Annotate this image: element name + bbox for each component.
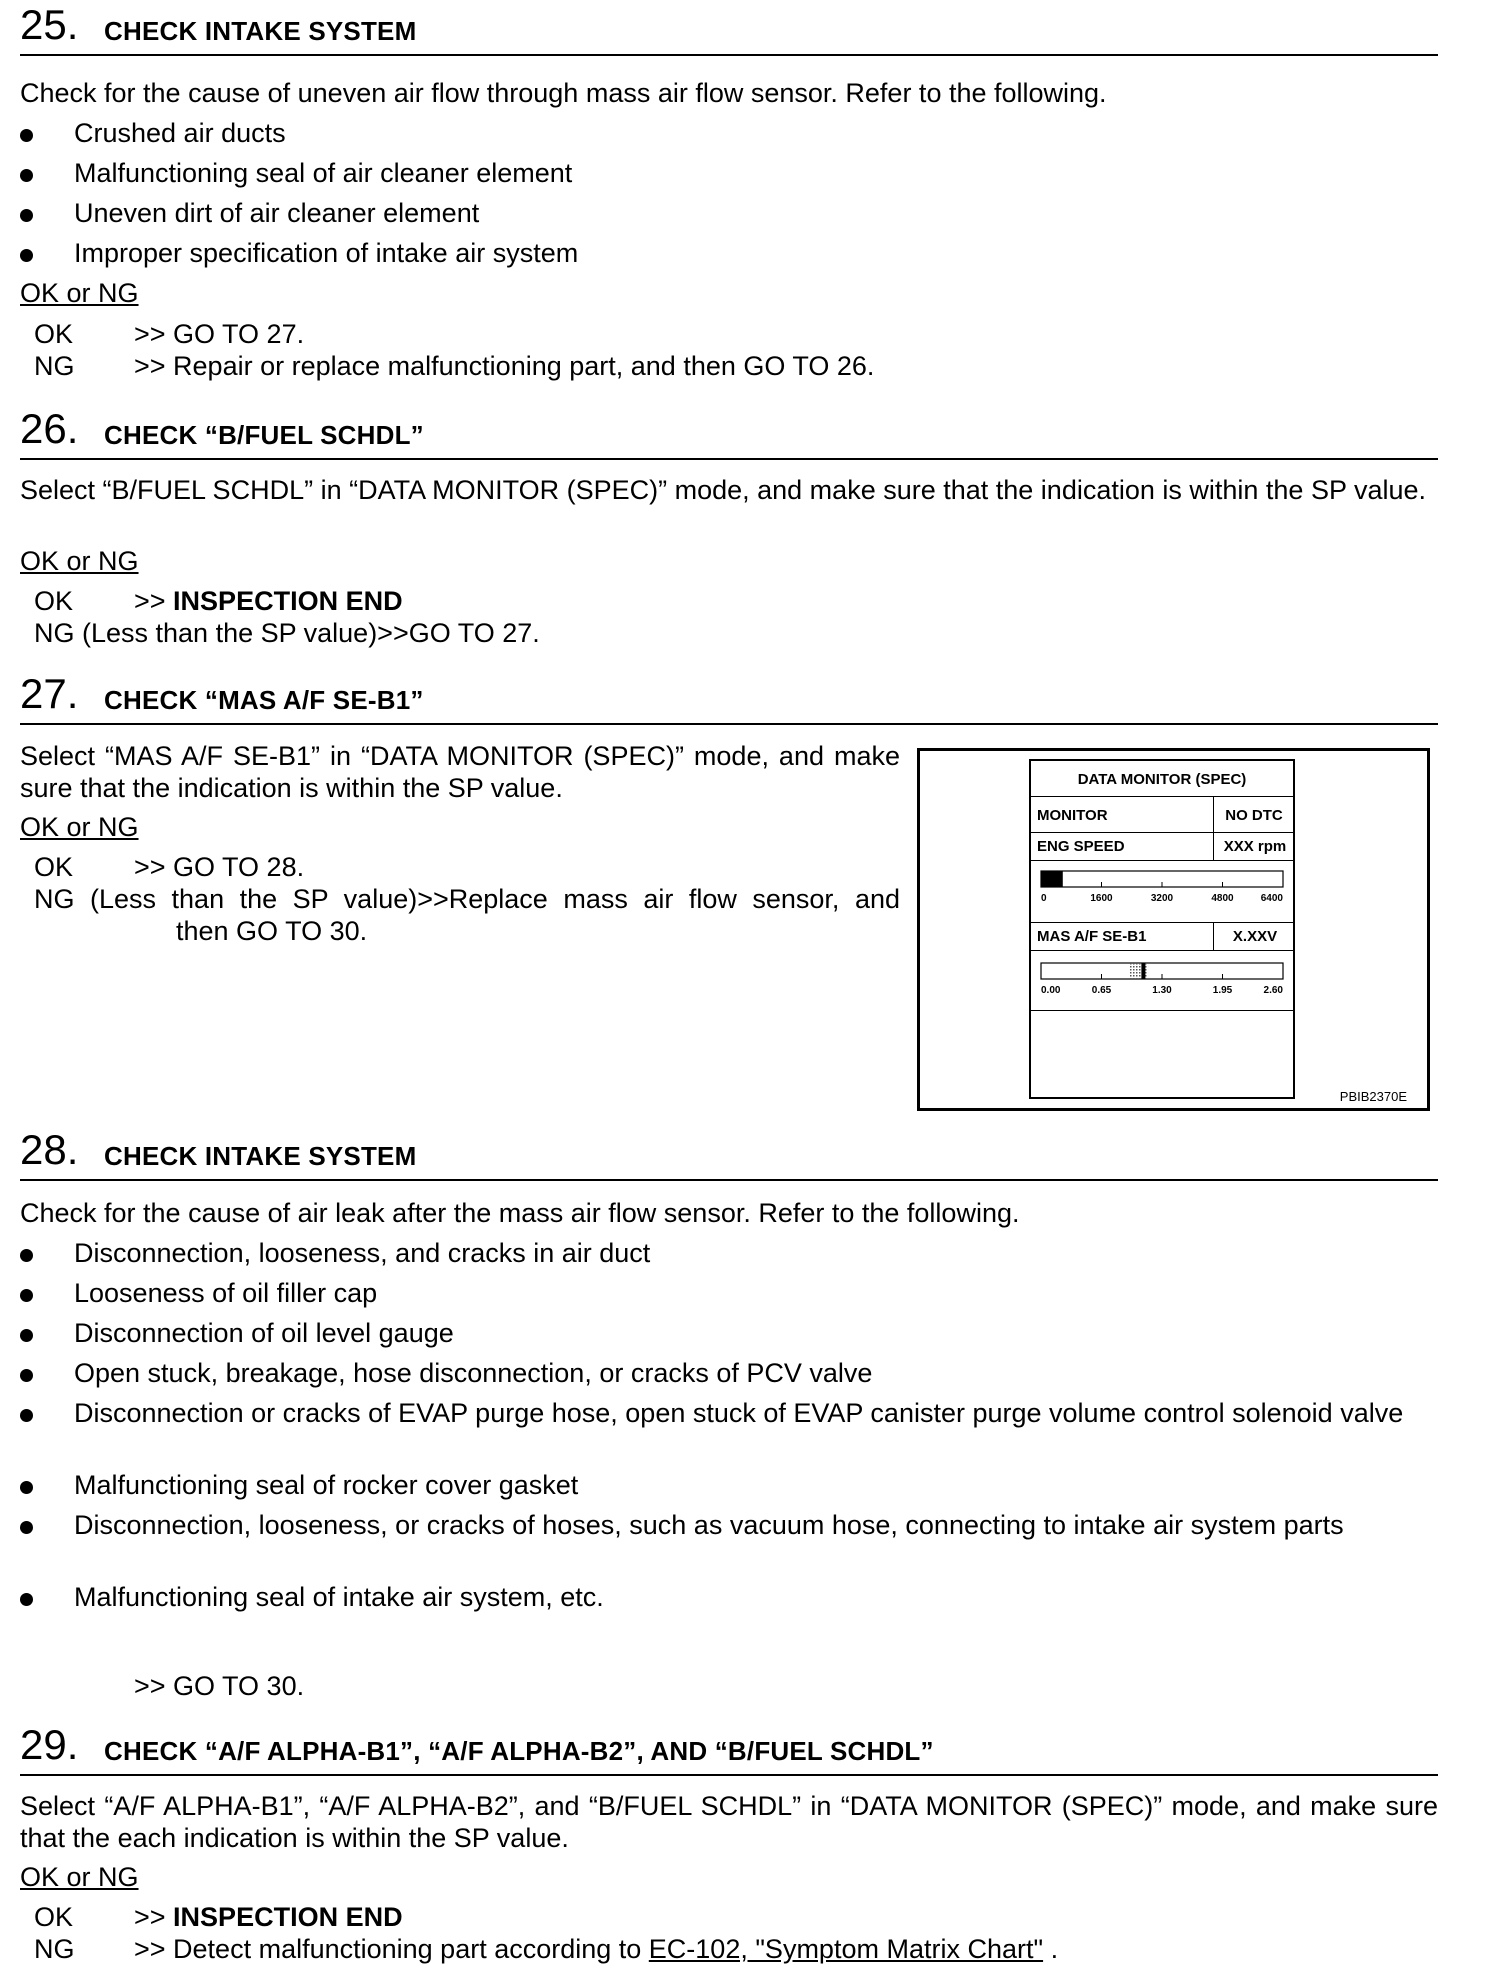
eng-speed-label: ENG SPEED bbox=[1037, 838, 1125, 855]
eng-speed-gauge-row bbox=[1031, 861, 1293, 923]
bullet-icon bbox=[20, 249, 33, 262]
step-title: CHECK INTAKE SYSTEM bbox=[104, 1141, 417, 1171]
bullet-icon bbox=[20, 1521, 33, 1534]
screen-title: DATA MONITOR (SPEC) bbox=[1077, 771, 1247, 788]
step-29-header bbox=[20, 1721, 1438, 1776]
step-25-header bbox=[20, 1, 1438, 56]
monitor-row bbox=[1031, 797, 1293, 833]
bullet-icon bbox=[20, 1249, 33, 1262]
gauge-tick-label: 4800 bbox=[1211, 893, 1234, 904]
bullet-icon bbox=[20, 1409, 33, 1422]
ok-or-ng-label: OK or NG bbox=[20, 1862, 139, 1892]
result-value: >> Repair or replace malfunctioning part, and then GO TO 26. bbox=[134, 351, 875, 381]
step-25-intro: Check for the cause of uneven air flow through mass air flow sensor. Refer to the following. bbox=[20, 78, 1107, 108]
gauge-tick-label: 1.30 bbox=[1152, 985, 1172, 996]
gauge-tick-label: 0.65 bbox=[1091, 985, 1112, 996]
gauge-indicator bbox=[1141, 963, 1145, 979]
result-key: OK bbox=[34, 852, 74, 882]
bullet-icon bbox=[20, 1481, 33, 1494]
eng-speed-gauge bbox=[1031, 861, 1293, 921]
gauge-fill bbox=[1041, 871, 1063, 887]
screen-title-row bbox=[1031, 761, 1293, 797]
result-key: OK bbox=[34, 586, 74, 616]
gauge-tick-label: 1600 bbox=[1090, 893, 1113, 904]
bullet-icon bbox=[20, 1369, 33, 1382]
gauge-tick-label: 0 bbox=[1041, 893, 1047, 904]
ok-or-ng-label: OK or NG bbox=[20, 812, 139, 842]
step-27-header bbox=[20, 670, 1438, 725]
step-29-intro: Select “A/F ALPHA-B1”, “A/F ALPHA-B2”, and “B/FUEL SCHDL” in “DATA MONITOR (SPEC)” mode, and make sure that the each indication is within the SP value. bbox=[20, 1791, 1438, 1853]
step-title: CHECK INTAKE SYSTEM bbox=[104, 16, 417, 46]
gauge-tick-label: 0.00 bbox=[1041, 985, 1061, 996]
step-26-intro: Select “B/FUEL SCHDL” in “DATA MONITOR (SPEC)” mode, and make sure that the indication is within the SP value. bbox=[20, 475, 1427, 505]
step-number: 26. bbox=[20, 405, 79, 452]
bullet-icon bbox=[20, 1289, 33, 1302]
bullet-icon bbox=[20, 169, 33, 182]
result-value: >> GO TO 28. bbox=[134, 852, 305, 882]
result-value: >> GO TO 30. bbox=[134, 1671, 305, 1701]
step-26-header bbox=[20, 405, 1438, 460]
data-monitor-screen bbox=[1029, 759, 1295, 1099]
maf-label: MAS A/F SE-B1 bbox=[1037, 928, 1147, 945]
step-28-intro: Check for the cause of air leak after the mass air flow sensor. Refer to the following. bbox=[20, 1198, 1020, 1228]
result-value: >> INSPECTION END bbox=[134, 586, 403, 616]
step-number: 27. bbox=[20, 670, 79, 717]
result-value: >> GO TO 27. bbox=[134, 319, 305, 349]
ok-or-ng-label: OK or NG bbox=[20, 278, 139, 308]
bullet-icon bbox=[20, 129, 33, 142]
bullet-icon bbox=[20, 209, 33, 222]
result-key: NG bbox=[34, 351, 75, 381]
gauge-tick-label: 1.95 bbox=[1212, 985, 1233, 996]
step-27-intro: Select “MAS A/F SE-B1” in “DATA MONITOR (SPEC)” mode, and make sure that the indication is within the SP value. bbox=[20, 741, 900, 803]
monitor-value: NO DTC bbox=[1225, 807, 1283, 824]
step-title: CHECK “A/F ALPHA-B1”, “A/F ALPHA-B2”, AND “B/FUEL SCHDL” bbox=[104, 1736, 934, 1766]
ok-or-ng-label: OK or NG bbox=[20, 546, 139, 576]
maf-row bbox=[1031, 923, 1293, 951]
result-ng-line: NG (Less than the SP value)>>GO TO 27. bbox=[34, 618, 540, 648]
result-key: NG bbox=[34, 1934, 75, 1964]
result-key: OK bbox=[34, 319, 74, 349]
step-title: CHECK “MAS A/F SE-B1” bbox=[104, 685, 424, 715]
bullet-icon bbox=[20, 1329, 33, 1342]
eng-speed-value: XXX rpm bbox=[1223, 838, 1287, 855]
gauge-tick-label: 3200 bbox=[1150, 893, 1174, 904]
figure-id: PBIB2370E bbox=[1339, 1089, 1407, 1104]
data-monitor-figure bbox=[917, 748, 1430, 1111]
step-number: 25. bbox=[20, 1, 79, 48]
monitor-label: MONITOR bbox=[1037, 807, 1108, 824]
gauge-tick-label: 2.60 bbox=[1263, 985, 1283, 996]
maf-gauge bbox=[1031, 951, 1293, 1009]
gauge-tick-label: 6400 bbox=[1260, 893, 1283, 904]
maf-value: X.XXV bbox=[1232, 928, 1278, 945]
step-28-header bbox=[20, 1126, 1438, 1181]
maf-gauge-row bbox=[1031, 951, 1293, 1011]
step-title: CHECK “B/FUEL SCHDL” bbox=[104, 420, 424, 450]
result-value: >> Detect malfunctioning part according to EC-102, "Symptom Matrix Chart" . bbox=[134, 1934, 1059, 1964]
symptom-matrix-link[interactable]: EC-102, "Symptom Matrix Chart" bbox=[648, 1934, 1044, 1964]
eng-speed-row bbox=[1031, 833, 1293, 861]
result-ng-line: NG (Less than the SP value)>>Replace mass air flow sensor, and bbox=[34, 884, 900, 914]
result-key: OK bbox=[34, 1902, 74, 1932]
step-number: 28. bbox=[20, 1126, 79, 1173]
result-value: >> INSPECTION END bbox=[134, 1902, 403, 1932]
step-number: 29. bbox=[20, 1721, 79, 1768]
bullet-icon bbox=[20, 1593, 33, 1606]
result-ng-line-cont: then GO TO 30. bbox=[176, 916, 368, 946]
